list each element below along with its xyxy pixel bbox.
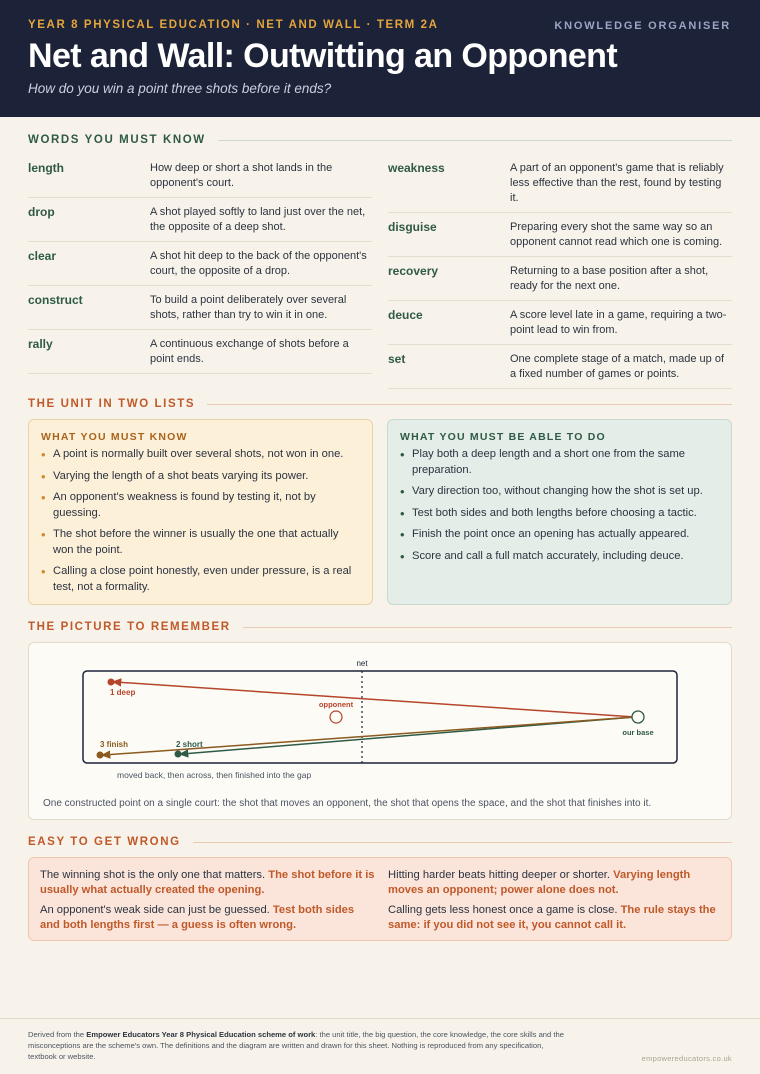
header-tag: KNOWLEDGE ORGANISER [554,20,731,32]
shot-1-landing [108,679,115,686]
section-rule [243,627,732,628]
misconception-myth: The winning shot is the only one that matters. [40,869,266,881]
glossary-left [28,154,372,374]
diagram-caption: One constructed point on a single court: the shot that moves an opponent, the shot that opens the space, and the shot that finishes into it. [43,798,652,809]
glossary-term: weakness [388,161,445,175]
section-picture-heading [28,620,732,634]
section-words-heading [28,133,732,147]
source-note-pre: Derived from the [28,1030,87,1039]
list-item: • Finish the point once an opening has actually appeared. [400,527,719,543]
section-title: WORDS YOU MUST KNOW [28,134,206,146]
path-note: moved back, then across, then finished into the gap [117,770,312,780]
glossary-row [388,301,732,345]
must-know-box [28,419,373,605]
glossary-term: recovery [388,264,439,278]
source-name: Empower Educators Year 8 Physical Education scheme of work [86,1030,316,1039]
section-title: THE UNIT IN TWO LISTS [28,398,196,410]
shot-3-label: 3 finish [100,740,129,749]
glossary-row [28,286,372,330]
source-note-post: : the unit title, the big question, the core knowledge, the core skills and the misconceptions are the scheme's own. The definitions and the diagram are written and drawn for this sheet. Nothing is reproduced from any specification, textbook or website. [28,1030,564,1061]
header [0,0,760,117]
glossary-term: clear [28,249,57,263]
must-do-list [400,447,719,564]
glossary-term: set [388,352,406,366]
base-label: our base [622,728,654,737]
misconception-item [388,903,724,933]
glossary-term: disguise [388,220,437,234]
glossary-definition: A shot hit deep to the back of the opponent's court, the opposite of a drop. [150,250,367,277]
glossary-row [28,154,372,198]
glossary-right [388,154,732,389]
misconception-fix: Varying length moves an opponent; power alone does not. [388,869,691,896]
glossary-term: drop [28,205,55,219]
misconception-fix: The rule stays the same: if you did not see it, you cannot call it. [388,904,716,931]
glossary-term: rally [28,337,53,351]
glossary-definition: A shot played softly to land just over the net, the opposite of a deep shot. [150,206,366,233]
list-item: • Score and call a full match accurately, including deuce. [400,549,719,565]
misconception-fix: The shot before it is usually what actually created the opening. [40,869,375,896]
list-item: • Test both sides and both lengths before choosing a tactic. [400,506,719,522]
shot-2-landing [175,751,182,758]
list-item: • Vary direction too, without changing how the shot is set up. [400,484,719,500]
section-rule [207,404,732,405]
glossary-definition: Preparing every shot the same way so an opponent cannot read which one is coming. [510,221,723,248]
misconception-myth: An opponent's weak side can just be guessed. [40,904,270,916]
list-item: • The shot before the winner is usually the one that actually won the point. [41,527,360,558]
glossary-row [388,154,732,213]
page-subtitle: How do you win a point three shots before it ends? [28,81,332,96]
list-item: • Varying the length of a shot beats varying its power. [41,469,360,485]
site-link[interactable]: empowereducators.co.uk [641,1054,732,1063]
section-title: EASY TO GET WRONG [28,836,181,848]
list-item: • An opponent's weakness is found by testing it, not by guessing. [41,490,360,521]
misconceptions-box [28,857,732,941]
list-item: • A point is normally built over several shots, not won in one. [41,447,360,463]
section-unit-heading [28,397,732,411]
misconception-fix: Test both sides and both lengths first — a guess is often wrong. [40,904,355,931]
misconception-item [388,868,724,898]
header-kicker: YEAR 8 PHYSICAL EDUCATION · NET AND WALL · TERM 2A [28,19,439,31]
must-know-title: WHAT YOU MUST KNOW [41,431,188,443]
glossary-row [388,213,732,257]
glossary-term: construct [28,293,83,307]
glossary-row [28,242,372,286]
opponent-marker [330,711,342,723]
shot-3-path [104,717,635,755]
misconception-item [40,868,376,898]
section-rule [218,140,732,141]
misconception-myth: Hitting harder beats hitting deeper or shorter. [388,869,611,881]
shot-1-path [115,682,635,717]
court-outline [83,671,677,763]
section-wrong-heading [28,835,732,849]
glossary-row [28,198,372,242]
net-label: net [356,659,368,668]
misconception-myth: Calling gets less honest once a game is close. [388,904,618,916]
glossary-definition: How deep or short a shot lands in the opponent's court. [150,162,333,189]
footer [0,1018,760,1062]
glossary-definition: A score level late in a game, requiring a two-point lead to win from. [510,309,727,336]
opponent-label: opponent [318,700,354,709]
glossary-term: length [28,161,64,175]
misconception-item [40,903,376,933]
page-title: Net and Wall: Outwitting an Opponent [28,37,618,75]
list-item: • Play both a deep length and a short one from the same preparation. [400,447,719,478]
glossary-definition: Returning to a base position after a shot, ready for the next one. [510,265,709,292]
glossary-definition: One complete stage of a match, made up of a fixed number of games or points. [510,353,725,380]
must-do-box [387,419,732,605]
glossary-row [388,345,732,389]
glossary-term: deuce [388,308,423,322]
list-item: • Calling a close point honestly, even under pressure, is a real test, not a formality. [41,564,360,595]
must-do-title: WHAT YOU MUST BE ABLE TO DO [400,431,606,443]
glossary-row [28,330,372,374]
section-rule [193,842,732,843]
section-title: THE PICTURE TO REMEMBER [28,621,231,633]
glossary-definition: A part of an opponent's game that is reliably less effective than the rest, found by testing it. [510,162,724,204]
glossary-row [388,257,732,301]
glossary-definition: To build a point deliberately over several shots, rather than try to win it in one. [150,294,347,321]
shot-2-label: 2 short [176,740,203,749]
source-note [28,1029,568,1062]
must-know-list [41,447,360,595]
court-svg [29,643,733,821]
shot-3-landing [97,752,104,759]
base-marker [632,711,644,723]
court-diagram [28,642,732,820]
glossary-definition: A continuous exchange of shots before a point ends. [150,338,349,365]
shot-1-label: 1 deep [110,688,136,697]
